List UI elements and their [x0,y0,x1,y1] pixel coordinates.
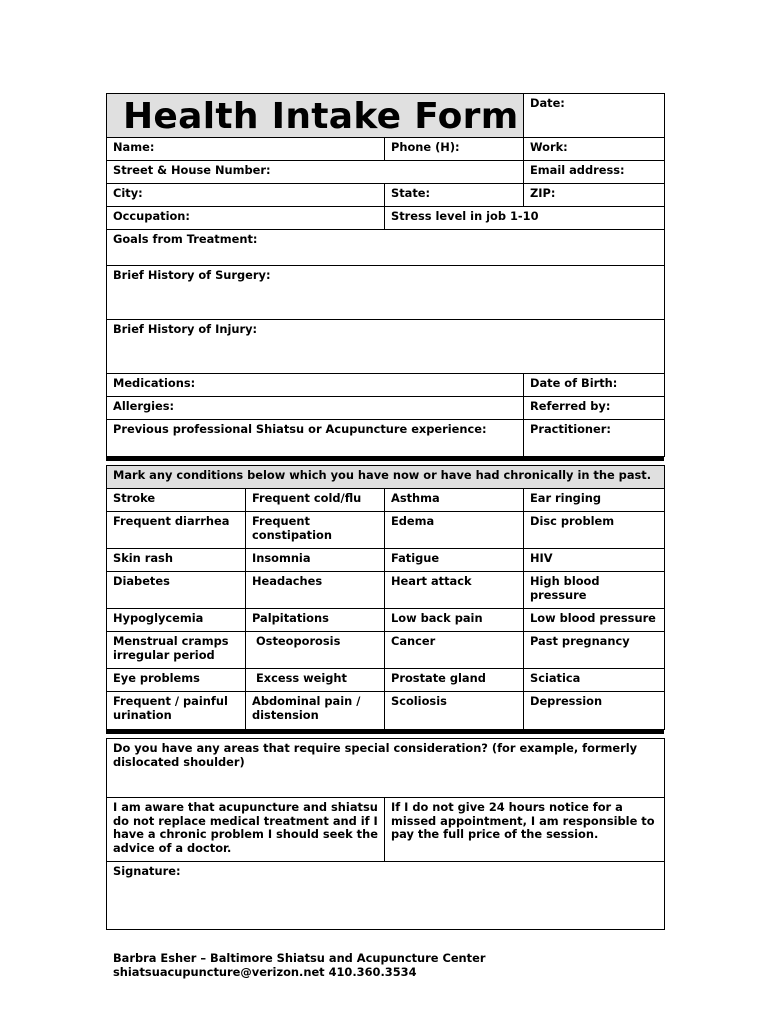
section-divider [106,457,664,465]
form-title-cell [107,94,524,138]
street-label: Street & House Number: [113,163,271,177]
awareness-text: I am aware that acupuncture and shiatsu do not replace medical treatment and if I have a chronic problem I should seek the advice of a doctor. [113,800,378,855]
stress-level-field[interactable] [385,207,665,230]
condition-item[interactable]: Insomnia [246,549,385,572]
name-field[interactable] [107,138,385,161]
condition-item[interactable]: Headaches [246,572,385,609]
date-field[interactable] [524,94,665,138]
condition-item[interactable]: Prostate gland [385,669,524,692]
footer [113,951,485,979]
practitioner-label: Practitioner: [530,422,611,436]
signature-field[interactable] [107,862,665,930]
conditions-heading-text: Mark any conditions below which you have now or have had chronically in the past. [113,468,652,482]
cancellation-text: If I do not give 24 hours notice for a missed appointment, I am responsible to pay the full price of the session. [391,800,655,842]
condition-item[interactable]: Fatigue [385,549,524,572]
condition-item[interactable]: Abdominal pain / distension [246,692,385,730]
surgery-history-field[interactable] [107,266,665,320]
city-label: City: [113,186,143,200]
work-label: Work: [530,140,568,154]
condition-item[interactable]: High blood pressure [524,572,665,609]
condition-item[interactable]: Disc problem [524,512,665,549]
phone-label: Phone (H): [391,140,460,154]
condition-item[interactable]: Palpitations [246,609,385,632]
condition-item[interactable]: Cancer [385,632,524,669]
state-label: State: [391,186,431,200]
city-field[interactable] [107,184,385,207]
conditions-heading [107,466,665,489]
consent-table [106,738,665,930]
condition-item[interactable]: Edema [385,512,524,549]
patient-info-table [106,93,665,457]
condition-item[interactable]: Heart attack [385,572,524,609]
email-field[interactable] [524,161,665,184]
stress-level-label: Stress level in job 1-10 [391,209,539,223]
condition-item[interactable]: Low blood pressure [524,609,665,632]
referred-field[interactable] [524,397,665,420]
work-field[interactable] [524,138,665,161]
dob-field[interactable] [524,374,665,397]
conditions-table [106,465,665,730]
date-label: Date: [530,96,565,110]
street-field[interactable] [107,161,524,184]
allergies-label: Allergies: [113,399,175,413]
condition-item[interactable]: Frequent / painful urination [107,692,246,730]
condition-item[interactable]: Frequent cold/flu [246,489,385,512]
condition-item[interactable]: Excess weight [246,669,385,692]
special-consideration-label: Do you have any areas that require special consideration? (for example, formerly dislocated shoulder) [113,741,638,769]
condition-item[interactable]: Scoliosis [385,692,524,730]
condition-item[interactable]: Skin rash [107,549,246,572]
condition-item[interactable]: Hypoglycemia [107,609,246,632]
condition-item[interactable]: Low back pain [385,609,524,632]
awareness-statement [107,798,385,862]
medications-field[interactable] [107,374,524,397]
form-title: Health Intake Form [123,96,519,137]
goals-label: Goals from Treatment: [113,232,258,246]
condition-item[interactable]: Depression [524,692,665,730]
allergies-field[interactable] [107,397,524,420]
special-consideration-field[interactable] [107,739,665,798]
condition-item[interactable]: Stroke [107,489,246,512]
condition-item[interactable]: Diabetes [107,572,246,609]
injury-history-field[interactable] [107,320,665,374]
medications-label: Medications: [113,376,196,390]
dob-label: Date of Birth: [530,376,618,390]
section-divider [106,730,664,738]
footer-address: Barbra Esher – Baltimore Shiatsu and Acupuncture Center [113,951,486,965]
referred-label: Referred by: [530,399,611,413]
condition-item[interactable]: Sciatica [524,669,665,692]
condition-item[interactable]: Frequent constipation [246,512,385,549]
occupation-label: Occupation: [113,209,190,223]
condition-item[interactable]: Osteoporosis [246,632,385,669]
condition-item[interactable]: Eye problems [107,669,246,692]
injury-history-label: Brief History of Injury: [113,322,258,336]
condition-item[interactable]: Past pregnancy [524,632,665,669]
footer-contact: shiatsuacupuncture@verizon.net 410.360.3534 [113,965,417,979]
practitioner-field[interactable] [524,420,665,457]
occupation-field[interactable] [107,207,385,230]
experience-label: Previous professional Shiatsu or Acupuncture experience: [113,422,487,436]
surgery-history-label: Brief History of Surgery: [113,268,271,282]
experience-field[interactable] [107,420,524,457]
state-field[interactable] [385,184,524,207]
phone-field[interactable] [385,138,524,161]
zip-field[interactable] [524,184,665,207]
zip-label: ZIP: [530,186,556,200]
condition-item[interactable]: Ear ringing [524,489,665,512]
condition-item[interactable]: Menstrual cramps irregular period [107,632,246,669]
email-label: Email address: [530,163,625,177]
goals-field[interactable] [107,230,665,266]
cancellation-policy [385,798,665,862]
condition-item[interactable]: Frequent diarrhea [107,512,246,549]
condition-item[interactable]: HIV [524,549,665,572]
health-intake-form [106,93,664,930]
condition-item[interactable]: Asthma [385,489,524,512]
name-label: Name: [113,140,155,154]
signature-label: Signature: [113,864,181,878]
